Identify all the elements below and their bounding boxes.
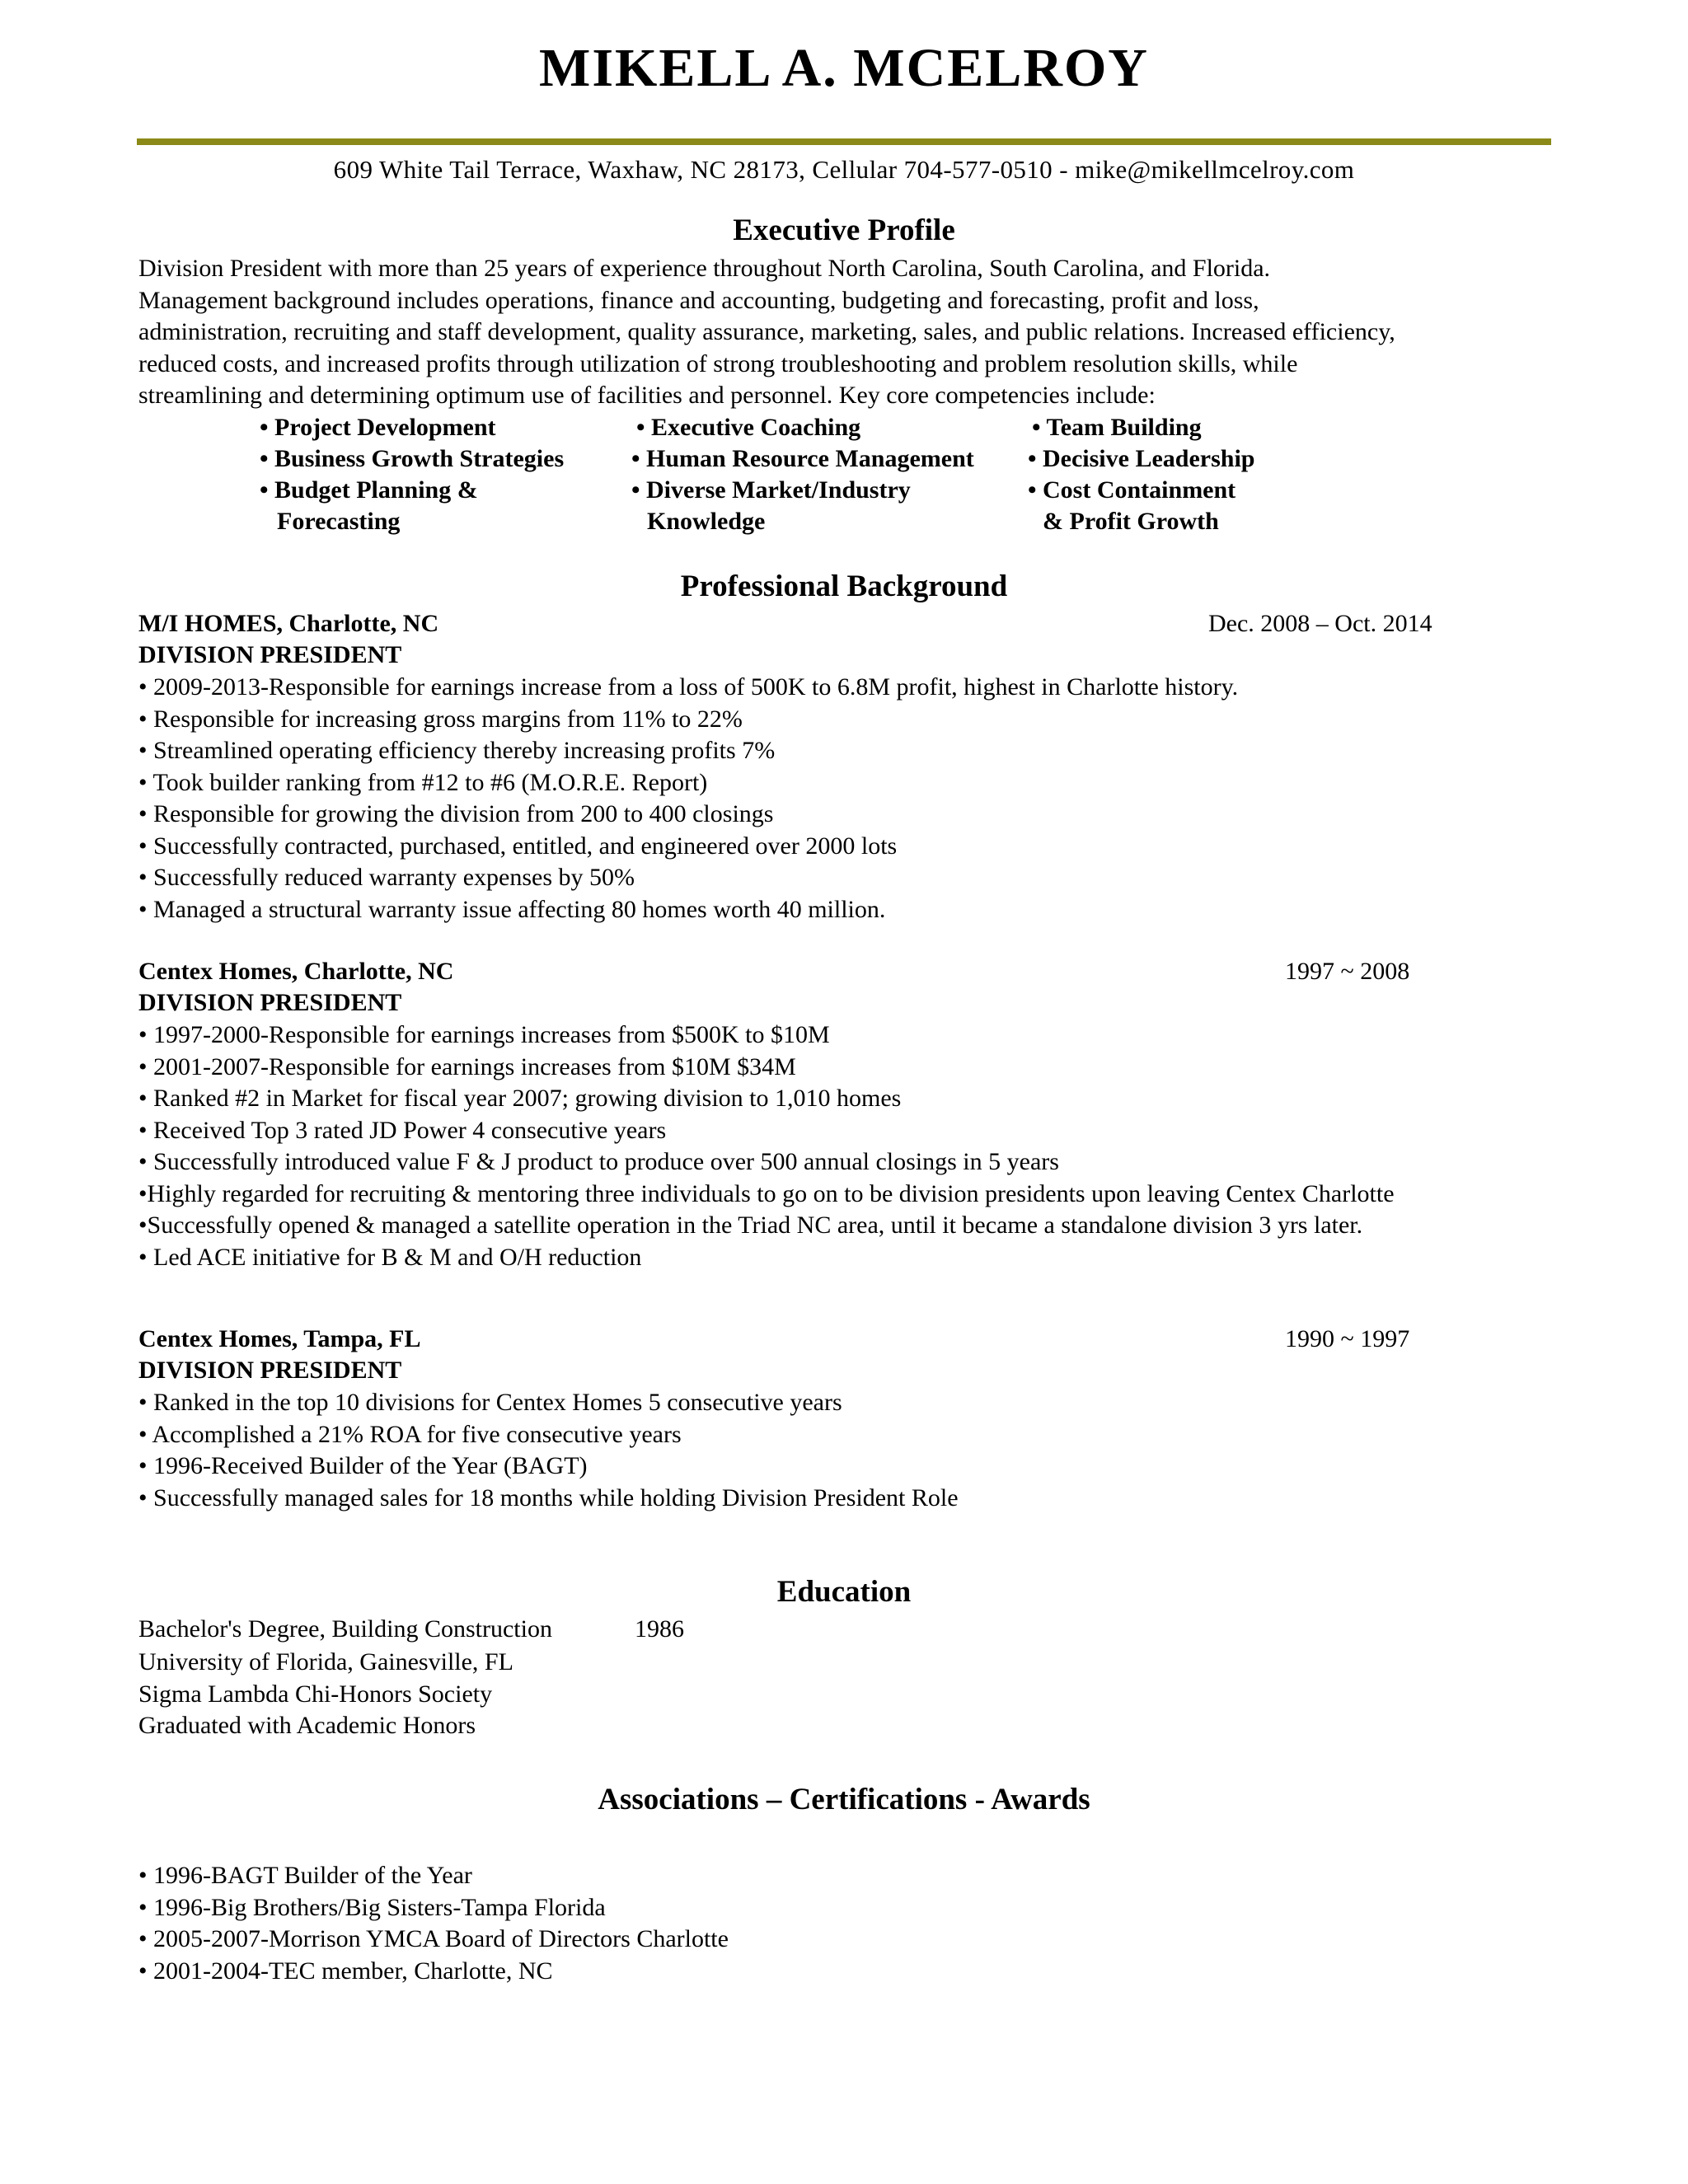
competency-item: Knowledge	[647, 508, 766, 535]
executive-profile-summary	[138, 253, 1395, 412]
list-item: • 2009-2013-Responsible for earnings increase from a loss of 500K to 6.8M profit, highest in Charlotte history.	[138, 673, 1239, 701]
competency-item: • Budget Planning &	[260, 476, 478, 504]
header-rule	[137, 138, 1551, 145]
list-item: • 2001-2007-Responsible for earnings increases from $10M $34M	[138, 1052, 796, 1080]
job-company: M/I HOMES, Charlotte, NC	[138, 610, 439, 637]
education-line: Graduated with Academic Honors	[138, 1712, 476, 1739]
list-item: • 1996-Big Brothers/Big Sisters-Tampa Florida	[138, 1893, 606, 1921]
education-line: University of Florida, Gainesville, FL	[138, 1648, 513, 1675]
associations-heading: Associations – Certifications - Awards	[598, 1783, 1090, 1816]
job-bullets	[138, 1387, 959, 1514]
job-company: Centex Homes, Charlotte, NC	[138, 958, 454, 985]
profile-line: administration, recruiting and staff development, quality assurance, marketing, sales, and public relations. Increased efficiency,	[138, 318, 1395, 345]
associations-list	[138, 1860, 729, 1987]
competency-item: • Executive Coaching	[636, 414, 861, 441]
list-item: • 1997-2000-Responsible for earnings increases from $500K to $10M	[138, 1021, 830, 1048]
list-item: • Led ACE initiative for B & M and O/H reduction	[138, 1243, 642, 1271]
profile-line: Management background includes operations, finance and accounting, budgeting and forecasting, profit and loss,	[138, 286, 1259, 314]
competency-item: • Project Development	[260, 414, 496, 441]
list-item: • Received Top 3 rated JD Power 4 consecutive years	[138, 1116, 667, 1144]
job-title: DIVISION PRESIDENT	[138, 1357, 402, 1384]
profile-line: Division President with more than 25 years of experience throughout North Carolina, South Carolina, and Florida.	[138, 255, 1271, 282]
executive-profile-heading: Executive Profile	[733, 213, 955, 247]
job-dates: Dec. 2008 – Oct. 2014	[1208, 610, 1432, 637]
job-title: DIVISION PRESIDENT	[138, 989, 402, 1016]
job-bullets	[138, 1019, 1395, 1273]
education-line: Sigma Lambda Chi-Honors Society	[138, 1680, 493, 1708]
professional-background-heading: Professional Background	[680, 569, 1008, 603]
job-dates: 1990 ~ 1997	[1285, 1325, 1410, 1352]
list-item: • 1996-Received Builder of the Year (BAGT)	[138, 1452, 588, 1479]
competency-item: • Team Building	[1032, 414, 1202, 441]
competency-item: & Profit Growth	[1043, 508, 1219, 535]
list-item: • 2001-2004-TEC member, Charlotte, NC	[138, 1957, 553, 1985]
resume-name: MIKELL A. MCELROY	[539, 38, 1149, 98]
list-item: • Successfully contracted, purchased, entitled, and engineered over 2000 lots	[138, 832, 898, 860]
competency-item: • Decisive Leadership	[1028, 445, 1255, 472]
list-item: •Successfully opened & managed a satellite operation in the Triad NC area, until it became a standalone division 3 yrs later.	[138, 1212, 1363, 1239]
education-details	[138, 1647, 513, 1742]
list-item: • Responsible for increasing gross margins from 11% to 22%	[138, 705, 743, 733]
job-bullets	[138, 672, 1238, 926]
education-heading: Education	[776, 1575, 912, 1609]
job-title: DIVISION PRESIDENT	[138, 641, 402, 668]
list-item: • Streamlined operating efficiency thereby increasing profits 7%	[138, 737, 776, 764]
competency-item: Forecasting	[277, 508, 401, 535]
list-item: •Highly regarded for recruiting & mentoring three individuals to go on to be division presidents upon leaving Centex Charlotte	[138, 1179, 1395, 1207]
contact-line: 609 White Tail Terrace, Waxhaw, NC 28173, Cellular 704-577-0510 - mike@mikellmcelroy.com	[333, 155, 1355, 184]
competency-item: • Cost Containment	[1028, 476, 1236, 504]
job-dates: 1997 ~ 2008	[1285, 958, 1410, 985]
competency-item: • Diverse Market/Industry	[631, 476, 911, 504]
list-item: • Took builder ranking from #12 to #6 (M.O.R.E. Report)	[138, 768, 708, 796]
education-year: 1986	[635, 1615, 684, 1643]
list-item: • Responsible for growing the division from 200 to 400 closings	[138, 800, 774, 827]
education-degree: Bachelor's Degree, Building Construction	[138, 1615, 552, 1643]
list-item: • Successfully reduced warranty expenses by 50%	[138, 864, 635, 891]
list-item: • Accomplished a 21% ROA for five consecutive years	[138, 1420, 682, 1448]
job-company: Centex Homes, Tampa, FL	[138, 1325, 421, 1352]
competency-item: • Human Resource Management	[631, 445, 974, 472]
list-item: • Successfully introduced value F & J product to produce over 500 annual closings in 5 years	[138, 1148, 1059, 1175]
list-item: • 1996-BAGT Builder of the Year	[138, 1862, 472, 1889]
profile-line: reduced costs, and increased profits through utilization of strong troubleshooting and problem resolution skills, while	[138, 349, 1298, 377]
competency-item: • Business Growth Strategies	[260, 445, 565, 472]
list-item: • Managed a structural warranty issue affecting 80 homes worth 40 million.	[138, 895, 886, 923]
list-item: • Ranked in the top 10 divisions for Centex Homes 5 consecutive years	[138, 1389, 842, 1416]
profile-line: streamlining and determining optimum use of facilities and personnel. Key core competencies include:	[138, 382, 1156, 409]
list-item: • 2005-2007-Morrison YMCA Board of Directors Charlotte	[138, 1925, 729, 1952]
list-item: • Successfully managed sales for 18 months while holding Division President Role	[138, 1483, 959, 1511]
list-item: • Ranked #2 in Market for fiscal year 2007; growing division to 1,010 homes	[138, 1085, 902, 1112]
